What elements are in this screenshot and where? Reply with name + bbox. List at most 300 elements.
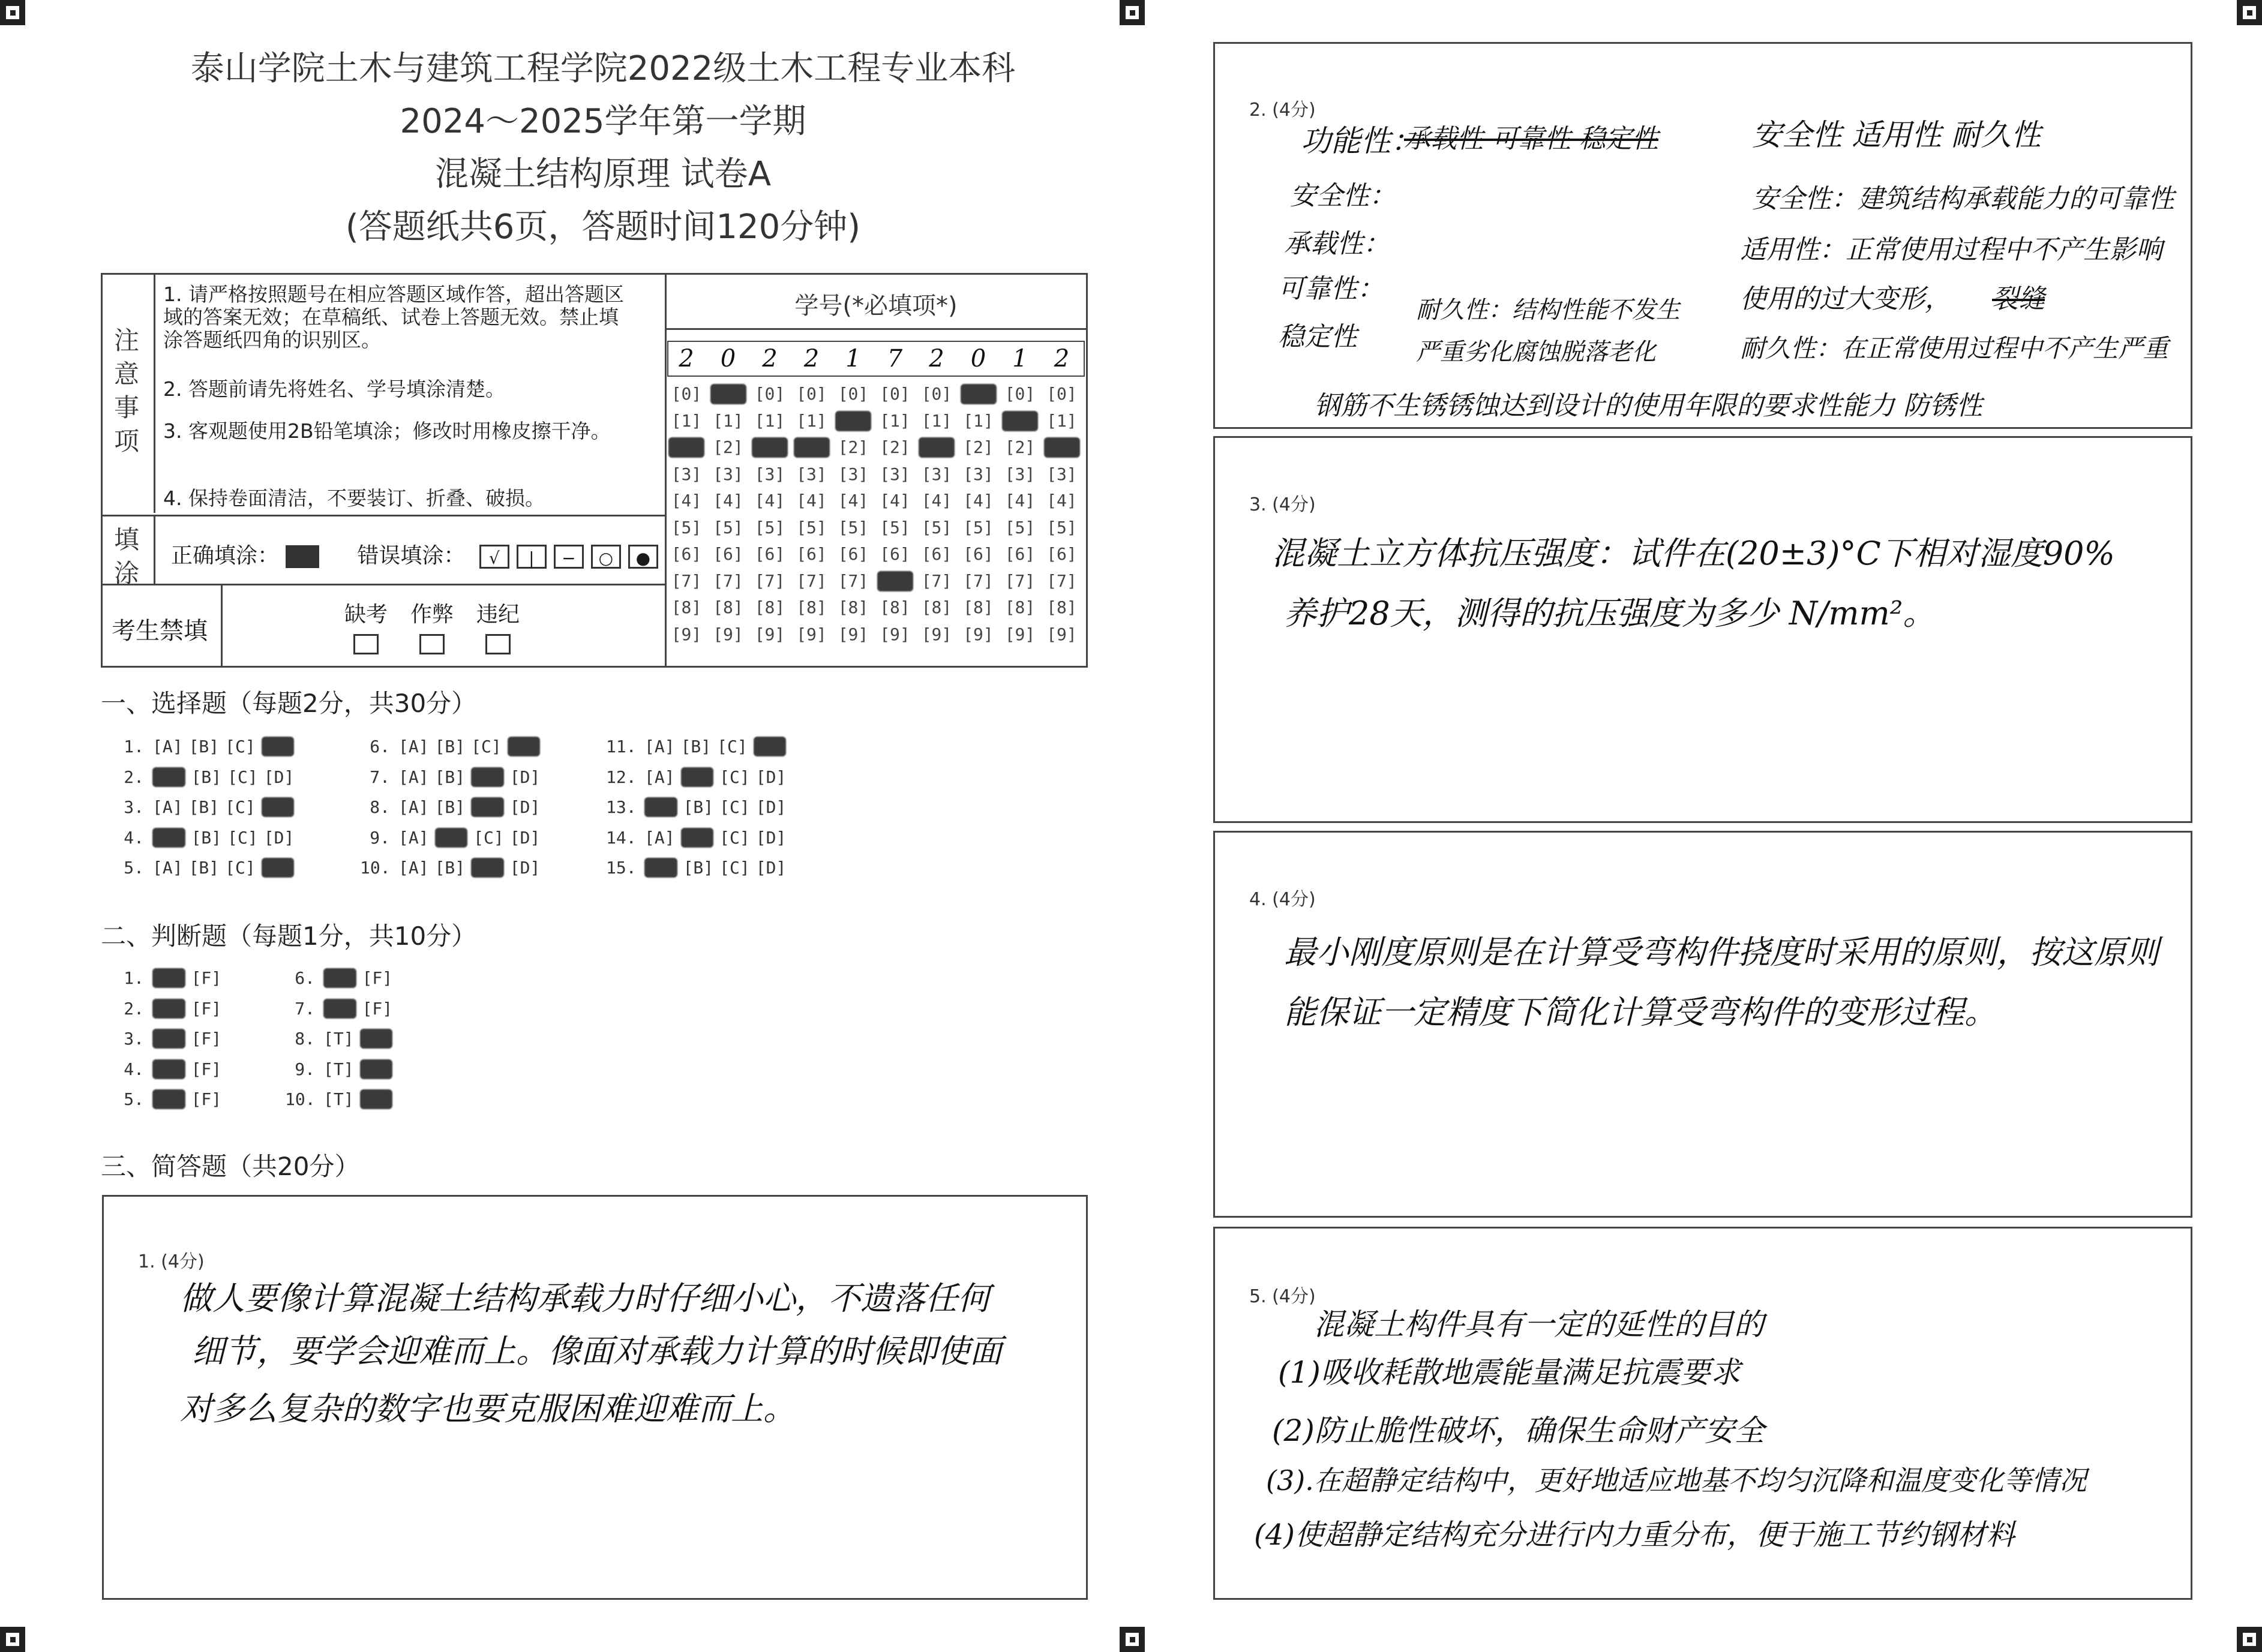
student-id-bubble[interactable]: [8] xyxy=(754,597,785,617)
mc-option-bubble[interactable]: [A] xyxy=(398,767,429,787)
mc-option-bubble[interactable]: [A] xyxy=(644,827,675,848)
mc-question-row xyxy=(114,767,300,787)
forbidden-violation-label: 违纪 xyxy=(476,602,520,627)
mc-option-bubble[interactable]: [C] xyxy=(227,767,258,787)
mc-option-bubble[interactable]: [C] xyxy=(225,858,256,878)
mc-question-row xyxy=(114,797,300,817)
student-id-bubble[interactable]: [7] xyxy=(713,570,743,591)
mc-question-row xyxy=(114,828,300,848)
mc-option-bubble[interactable]: [D] xyxy=(754,737,785,756)
tf-option-bubble[interactable]: [F] xyxy=(361,1089,392,1109)
student-id-bubble[interactable]: [4] xyxy=(1004,491,1036,510)
mc-option-bubble[interactable]: [A] xyxy=(644,737,675,756)
mc-option-bubble[interactable]: [A] xyxy=(398,827,429,848)
tf-option-bubble[interactable]: [F] xyxy=(191,1089,222,1109)
tf-option-bubble[interactable]: [F] xyxy=(361,1059,392,1079)
corner-mark-bottom-right xyxy=(2237,1627,2262,1652)
student-id-bubble[interactable]: [3] xyxy=(671,464,702,484)
q1-label: 1. (4分) xyxy=(138,1251,205,1272)
student-id-bubble[interactable]: [2] xyxy=(880,437,910,457)
student-id-bubble[interactable]: [0] xyxy=(671,384,702,404)
mc-question-row xyxy=(606,858,792,878)
mc-option-bubble[interactable]: [B] xyxy=(188,737,220,756)
mc-option-bubble[interactable]: [D] xyxy=(509,827,541,848)
student-id-bubble[interactable]: [1] xyxy=(796,410,827,431)
mc-option-bubble[interactable]: [A] xyxy=(398,737,429,756)
student-id-bubble[interactable]: [0] xyxy=(1046,384,1077,404)
student-id-bubble[interactable]: [9] xyxy=(838,624,869,644)
tf-option-bubble[interactable]: [F] xyxy=(362,998,393,1019)
student-id-bubble[interactable]: [3] xyxy=(1046,464,1077,484)
tf-question-number: 5. xyxy=(124,1089,144,1109)
mc-option-bubble[interactable]: [C] xyxy=(719,827,750,848)
student-id-bubble[interactable]: [0] xyxy=(710,384,746,404)
student-id-bubble[interactable]: [0] xyxy=(921,384,952,404)
student-id-bubble[interactable]: [7] xyxy=(754,570,785,591)
mc-option-bubble[interactable]: [C] xyxy=(472,858,503,878)
student-id-bubble[interactable]: [4] xyxy=(713,491,743,510)
student-id-bubble[interactable]: [5] xyxy=(880,517,910,537)
student-id-bubble[interactable]: [3] xyxy=(713,464,743,484)
mc-option-bubble[interactable]: [A] xyxy=(644,767,675,787)
student-id-bubble[interactable]: [7] xyxy=(671,570,702,591)
student-id-bubble[interactable]: [4] xyxy=(671,491,702,510)
mc-question-number: 2. xyxy=(124,767,144,787)
student-id-bubble[interactable]: [6] xyxy=(963,544,994,564)
q3-answer-line1: 混凝土立方体抗压强度：试件在(20±3)°C下相对湿度90% xyxy=(1272,534,2115,572)
mc-option-bubble[interactable]: [C] xyxy=(719,767,750,787)
mc-question-row xyxy=(360,858,546,878)
forbidden-cheat-label: 作弊 xyxy=(410,602,454,627)
student-id-digit: 1 xyxy=(845,345,861,373)
student-id-digit: 0 xyxy=(720,345,736,373)
student-id-bubble[interactable]: [3] xyxy=(754,464,785,484)
mc-question-number: 11. xyxy=(606,737,637,756)
student-id-bubble[interactable]: [3] xyxy=(838,464,869,484)
tf-question-row xyxy=(114,1059,227,1079)
q1-answer-line1: 做人要像计算混凝土结构承载力时仔细小心，不遗落任何 xyxy=(180,1279,990,1317)
student-id-bubble[interactable]: [8] xyxy=(671,597,702,617)
q2-mid-line2: 严重劣化腐蚀脱落老化 xyxy=(1416,338,1656,366)
mc-question-number: 1. xyxy=(124,737,144,756)
wrong-fill-label: 错误填涂： xyxy=(357,543,466,568)
wrong-mark-circle: ○ xyxy=(591,545,621,569)
student-id-bubble[interactable]: [4] xyxy=(754,491,785,510)
student-id-bubble[interactable]: [3] xyxy=(921,464,952,484)
student-id-bubble[interactable]: [2] xyxy=(919,437,955,458)
tf-question-number: 6. xyxy=(295,968,315,988)
forbidden-label: 考生禁填 xyxy=(112,617,208,645)
student-id-bubble[interactable]: [7] xyxy=(877,571,913,591)
tf-question-row xyxy=(285,968,398,988)
student-id-bubble[interactable]: [5] xyxy=(921,517,952,537)
q2-right-line2: 适用性：正常使用过程中不产生影响 xyxy=(1740,235,2162,265)
student-id-bubble[interactable]: [8] xyxy=(921,597,952,617)
correct-fill-example xyxy=(286,545,319,568)
mc-option-bubble[interactable]: [D] xyxy=(755,827,787,848)
mc-question-row xyxy=(360,767,546,787)
mc-question-number: 5. xyxy=(124,858,144,878)
tf-question-row xyxy=(285,999,398,1019)
student-id-digit: 1 xyxy=(1012,345,1028,373)
mc-question-row xyxy=(606,797,792,817)
wrong-mark-dot: ● xyxy=(628,545,658,569)
student-id-bubble[interactable]: [4] xyxy=(921,491,952,510)
divider-fill-forbidden xyxy=(101,584,666,585)
forbidden-violation-box[interactable] xyxy=(485,634,511,654)
student-id-bubble[interactable]: [8] xyxy=(963,597,994,617)
tf-option-bubble[interactable]: [T] xyxy=(154,1029,184,1049)
student-id-digit: 2 xyxy=(803,345,820,373)
student-id-bubble[interactable]: [8] xyxy=(1004,597,1036,617)
student-id-title: 学号(*必填项*) xyxy=(794,292,958,320)
student-id-bubble[interactable]: [4] xyxy=(796,491,827,510)
mc-option-bubble[interactable]: [A] xyxy=(646,797,676,817)
student-id-digit: 0 xyxy=(970,345,986,373)
mc-option-bubble[interactable]: [B] xyxy=(436,827,467,848)
student-id-bubble[interactable]: [9] xyxy=(1046,624,1077,644)
student-id-bubble[interactable]: [0] xyxy=(754,384,785,404)
divider-fill-label xyxy=(154,515,155,584)
fill-examples xyxy=(171,539,658,569)
q5-answer-line1: (1)吸收耗散地震能量满足抗震要求 xyxy=(1278,1355,1741,1390)
fill-label: 填 涂 xyxy=(113,525,139,588)
tf-option-bubble[interactable]: [T] xyxy=(154,1059,184,1079)
tf-question-number: 10. xyxy=(285,1089,316,1109)
student-id-bubble[interactable]: [0] xyxy=(880,384,910,404)
student-id-bubble[interactable]: [1] xyxy=(754,410,785,431)
tf-option-bubble[interactable]: [F] xyxy=(191,998,222,1019)
student-id-bubble[interactable]: [8] xyxy=(838,597,869,617)
q2-term-safety: 安全性： xyxy=(1290,181,1396,211)
student-id-bubble[interactable]: [1] xyxy=(963,410,994,431)
student-id-bubble[interactable]: [9] xyxy=(796,624,827,644)
mc-option-bubble[interactable]: [C] xyxy=(471,737,502,756)
mc-option-bubble[interactable]: [A] xyxy=(154,827,184,848)
student-id-bubble[interactable]: [6] xyxy=(838,544,869,564)
tf-question-row xyxy=(114,999,227,1019)
tf-option-bubble[interactable]: [T] xyxy=(325,968,355,988)
notice-item-2: 2. 答题前请先将姓名、学号填涂清楚。 xyxy=(163,377,505,401)
student-id-bubble[interactable]: [9] xyxy=(671,624,702,644)
q5-answer-line0: 混凝土构件具有一定的延性的目的 xyxy=(1314,1307,1764,1342)
mc-option-bubble[interactable]: [D] xyxy=(509,767,541,787)
tf-question-row xyxy=(285,1029,398,1049)
student-id-bubble[interactable]: [8] xyxy=(1046,597,1077,617)
student-id-bubble[interactable]: [8] xyxy=(796,597,827,617)
q1-answer-line3: 对多么复杂的数字也要克服困难迎难而上。 xyxy=(180,1390,796,1428)
mc-option-bubble[interactable]: [B] xyxy=(434,858,466,878)
tf-option-bubble[interactable]: [T] xyxy=(325,998,355,1019)
mc-option-bubble[interactable]: [C] xyxy=(225,797,256,817)
mc-option-bubble[interactable]: [D] xyxy=(755,767,787,787)
student-id-bubble[interactable]: [6] xyxy=(713,544,743,564)
tf-option-bubble[interactable]: [T] xyxy=(154,998,184,1019)
student-id-bubble[interactable]: [4] xyxy=(963,491,994,510)
student-id-bubble[interactable]: [5] xyxy=(713,517,743,537)
student-id-bubble[interactable]: [1] xyxy=(921,410,952,431)
student-id-bubble[interactable]: [4] xyxy=(1046,491,1077,510)
q2-term-reliability: 可靠性： xyxy=(1278,274,1384,304)
correct-fill-label: 正确填涂： xyxy=(171,543,280,568)
student-id-bubble[interactable]: [5] xyxy=(838,517,869,537)
student-id-bubble[interactable]: [9] xyxy=(1004,624,1036,644)
q5-answer-line4: (4)使超静定结构充分进行内力重分布，便于施工节约钢材料 xyxy=(1254,1518,2015,1552)
student-id-digit: 2 xyxy=(679,345,694,373)
student-id-bubble[interactable]: [2] xyxy=(1044,437,1080,458)
q5-answer-line2: (2)防止脆性破坏，确保生命财产安全 xyxy=(1272,1413,1765,1448)
mc-option-bubble[interactable]: [B] xyxy=(188,858,220,878)
student-id-bubble[interactable]: [5] xyxy=(1004,517,1036,537)
tf-question-number: 7. xyxy=(295,998,315,1019)
mc-option-bubble[interactable]: [B] xyxy=(683,858,714,878)
mc-question-number: 13. xyxy=(606,797,637,817)
mc-option-bubble[interactable]: [A] xyxy=(154,767,184,787)
student-id-bubble[interactable]: [9] xyxy=(921,624,952,644)
student-id-bubble[interactable]: [4] xyxy=(880,491,910,510)
student-id-bubble[interactable]: [0] xyxy=(796,384,827,404)
mc-option-bubble[interactable]: [C] xyxy=(227,827,258,848)
q4-answer-line1: 最小刚度原则是在计算受弯构件挠度时采用的原则，按这原则 xyxy=(1284,933,2159,971)
forbidden-absent-label: 缺考 xyxy=(344,602,388,627)
tf-question-number: 3. xyxy=(124,1029,144,1049)
student-id-bubble[interactable]: [2] xyxy=(963,437,994,457)
student-id-bubble[interactable]: [0] xyxy=(961,384,997,404)
mc-question-number: 10. xyxy=(360,858,391,878)
student-id-bubble[interactable]: [0] xyxy=(838,384,869,404)
student-id-bubble[interactable]: [5] xyxy=(963,517,994,537)
tf-question-row xyxy=(114,1089,227,1109)
mc-option-bubble[interactable]: [D] xyxy=(755,858,787,878)
q2-mid-line1: 耐久性：结构性能不发生 xyxy=(1416,296,1680,324)
divider-notice-id xyxy=(665,273,667,668)
student-id-bubble[interactable]: [3] xyxy=(1004,464,1036,484)
student-id-bubble[interactable]: [5] xyxy=(1046,517,1077,537)
student-id-bubble[interactable]: [0] xyxy=(1004,384,1036,404)
notice-item-3: 3. 客观题使用2B铅笔填涂；修改时用橡皮擦干净。 xyxy=(163,419,611,443)
mc-option-bubble[interactable]: [B] xyxy=(191,827,222,848)
mc-option-bubble[interactable]: [D] xyxy=(262,858,293,878)
section1-title: 一、选择题（每题2分，共30分） xyxy=(101,689,477,718)
student-id-bubble[interactable]: [3] xyxy=(963,464,994,484)
student-id-bubble[interactable]: [4] xyxy=(838,491,869,510)
tf-option-bubble[interactable]: [T] xyxy=(154,968,184,988)
mc-question-number: 3. xyxy=(124,797,144,817)
q2-term-stability: 稳定性 xyxy=(1278,322,1357,352)
student-id-bubble[interactable]: [6] xyxy=(1046,544,1077,564)
mc-question-row xyxy=(114,858,300,878)
q4-answer-line2: 能保证一定精度下简化计算受弯构件的变形过程。 xyxy=(1284,993,1997,1031)
mc-option-bubble[interactable]: [A] xyxy=(152,858,183,878)
tf-option-bubble[interactable]: [T] xyxy=(323,1029,354,1049)
mc-option-bubble[interactable]: [D] xyxy=(262,737,293,756)
student-id-bubble[interactable]: [9] xyxy=(963,624,994,644)
mc-option-bubble[interactable]: [C] xyxy=(225,737,256,756)
student-id-bubble[interactable]: [1] xyxy=(671,410,702,431)
corner-mark-top-middle xyxy=(1120,0,1145,25)
mc-question-row xyxy=(606,767,792,787)
mc-option-bubble[interactable]: [B] xyxy=(188,797,220,817)
mc-question-number: 14. xyxy=(606,827,637,848)
student-id-title-line xyxy=(666,328,1088,330)
mc-option-bubble[interactable]: [C] xyxy=(472,767,503,787)
mc-option-bubble[interactable]: [A] xyxy=(152,737,183,756)
student-id-bubble[interactable]: [7] xyxy=(921,570,952,591)
mc-question-number: 12. xyxy=(606,767,637,787)
mc-option-bubble[interactable]: [D] xyxy=(263,767,295,787)
tf-option-bubble[interactable]: [F] xyxy=(191,968,222,988)
student-id-bubble[interactable]: [7] xyxy=(963,570,994,591)
student-id-bubble[interactable]: [9] xyxy=(754,624,785,644)
exam-header-line3: 混凝土结构原理 试卷A xyxy=(434,155,772,194)
student-id-bubble[interactable]: [1] xyxy=(880,410,910,431)
mc-option-bubble[interactable]: [B] xyxy=(680,737,712,756)
mc-question-number: 7. xyxy=(370,767,390,787)
mc-question-number: 9. xyxy=(370,827,390,848)
q2-label: 2. (4分) xyxy=(1249,100,1316,121)
tf-question-number: 4. xyxy=(124,1059,144,1079)
notice-item-1: 1. 请严格按照题号在相应答题区域作答，超出答题区域的答案无效；在草稿纸、试卷上答题无效。禁止填涂答题纸四角的识别区。 xyxy=(163,283,624,352)
mc-option-bubble[interactable]: [D] xyxy=(508,737,539,756)
mc-option-bubble[interactable]: [A] xyxy=(398,858,429,878)
student-id-bubble[interactable]: [1] xyxy=(713,410,743,431)
tf-option-bubble[interactable]: [F] xyxy=(362,968,393,988)
section2-title: 二、判断题（每题1分，共10分） xyxy=(101,921,477,951)
student-id-bubble[interactable]: [3] xyxy=(796,464,827,484)
student-id-bubble[interactable]: [6] xyxy=(796,544,827,564)
tf-option-bubble[interactable]: [F] xyxy=(191,1059,222,1079)
mc-option-bubble[interactable]: [B] xyxy=(682,767,713,787)
forbidden-cheat-box[interactable] xyxy=(419,634,445,654)
student-id-digit: 7 xyxy=(887,345,903,373)
student-id-bubble[interactable]: [1] xyxy=(1046,410,1077,431)
mc-question-row xyxy=(360,737,546,756)
student-id-bubble[interactable]: [2] xyxy=(838,437,869,457)
student-id-bubble[interactable]: [2] xyxy=(1004,437,1036,457)
student-id-bubble[interactable]: [5] xyxy=(671,517,702,537)
mc-option-bubble[interactable]: [B] xyxy=(434,737,466,756)
q3-answer-line2: 养护28天，测得的抗压强度为多少 N/mm²。 xyxy=(1284,594,1936,632)
tf-question-row xyxy=(114,1029,227,1049)
mc-option-bubble[interactable]: [A] xyxy=(152,797,183,817)
student-id-bubble[interactable]: [5] xyxy=(754,517,785,537)
tf-question-number: 1. xyxy=(124,968,144,988)
mc-option-bubble[interactable]: [D] xyxy=(755,797,787,817)
student-id-bubble[interactable]: [2] xyxy=(668,437,704,458)
mc-option-bubble[interactable]: [C] xyxy=(719,797,750,817)
q2-line1-right: 安全性 适用性 耐久性 xyxy=(1752,118,2041,152)
divider-notice-label xyxy=(154,273,155,513)
q2-line1-left: 功能性： xyxy=(1301,124,1421,158)
student-id-bubble[interactable]: [6] xyxy=(880,544,910,564)
student-id-digit: 2 xyxy=(762,345,778,373)
tf-option-bubble[interactable]: [F] xyxy=(191,1029,222,1049)
mc-option-bubble[interactable]: [D] xyxy=(262,797,293,817)
student-id-bubble[interactable]: [7] xyxy=(796,570,827,591)
mc-question-row xyxy=(360,797,546,817)
mc-option-bubble[interactable]: [B] xyxy=(434,767,466,787)
student-id-bubble[interactable]: [2] xyxy=(794,437,830,458)
student-id-bubble[interactable]: [6] xyxy=(921,544,952,564)
student-id-bubble[interactable]: [6] xyxy=(754,544,785,564)
student-id-bubble[interactable]: [8] xyxy=(713,597,743,617)
tf-option-bubble[interactable]: [T] xyxy=(323,1089,354,1109)
q2-right-line3-struck: 裂缝 xyxy=(1992,284,2045,314)
mc-option-bubble[interactable]: [B] xyxy=(682,827,713,848)
q2-right-line3: 使用的过大变形， xyxy=(1740,284,1951,314)
student-id-bubble[interactable]: [7] xyxy=(1004,570,1036,591)
student-id-bubble[interactable]: [9] xyxy=(880,624,910,644)
mc-option-bubble[interactable]: [A] xyxy=(398,797,429,817)
notice-item-4: 4. 保持卷面清洁，不要装订、折叠、破损。 xyxy=(163,486,545,510)
student-id-bubble[interactable]: [5] xyxy=(796,517,827,537)
wrong-mark-dash: − xyxy=(554,545,584,569)
mc-question-number: 8. xyxy=(370,797,390,817)
mc-option-bubble[interactable]: [B] xyxy=(434,797,466,817)
mc-option-bubble[interactable]: [C] xyxy=(472,797,503,817)
mc-option-bubble[interactable]: [A] xyxy=(646,858,676,878)
tf-option-bubble[interactable]: [F] xyxy=(361,1029,392,1049)
student-id-bubble[interactable]: [6] xyxy=(671,544,702,564)
corner-mark-bottom-middle xyxy=(1120,1627,1145,1652)
student-id-bubble[interactable]: [6] xyxy=(1004,544,1036,564)
tf-option-bubble[interactable]: [T] xyxy=(323,1059,354,1079)
mc-option-bubble[interactable]: [C] xyxy=(717,737,748,756)
q2-term-capacity: 承载性： xyxy=(1284,229,1390,259)
mc-option-bubble[interactable]: [C] xyxy=(719,858,750,878)
q2-right-line4: 耐久性：在正常使用过程中不产生严重 xyxy=(1740,334,2169,363)
q2-line1-struck: 承载性 可靠性 稳定性 xyxy=(1404,124,1658,154)
student-id-bubble[interactable]: [9] xyxy=(713,624,743,644)
student-id-bubble[interactable]: [7] xyxy=(838,570,869,591)
mc-question-row xyxy=(114,737,300,756)
tf-question-row xyxy=(285,1089,398,1109)
tf-question-row xyxy=(114,968,227,988)
corner-mark-top-right xyxy=(2237,0,2262,25)
mc-option-bubble[interactable]: [B] xyxy=(191,767,222,787)
mc-question-number: 6. xyxy=(370,737,390,756)
forbidden-absent-box[interactable] xyxy=(353,634,379,654)
section3-title: 三、简答题（共20分） xyxy=(101,1152,360,1181)
student-id-bubble[interactable]: [1] xyxy=(1002,411,1038,431)
student-id-digit: 2 xyxy=(929,345,944,373)
student-id-bubble[interactable]: [2] xyxy=(713,437,743,457)
student-id-digit: 2 xyxy=(1054,345,1070,373)
student-id-bubble[interactable]: [1] xyxy=(835,411,871,431)
mc-question-number: 15. xyxy=(606,858,637,878)
student-id-bubble[interactable]: [3] xyxy=(880,464,910,484)
mc-option-bubble[interactable]: [B] xyxy=(683,797,714,817)
q2-bottom-line: 钢筋不生锈锈蚀达到设计的使用年限的要求性能力 防锈性 xyxy=(1314,391,1982,421)
mc-option-bubble[interactable]: [D] xyxy=(509,858,541,878)
exam-header-line4: (答题纸共6页，答题时间120分钟) xyxy=(345,208,861,247)
corner-mark-top-left xyxy=(0,0,25,25)
notice-label: 注 意 事 项 xyxy=(113,326,139,456)
mc-option-bubble[interactable]: [D] xyxy=(509,797,541,817)
student-id-bubble[interactable]: [8] xyxy=(880,597,910,617)
student-id-bubble[interactable]: [2] xyxy=(752,437,788,458)
mc-option-bubble[interactable]: [D] xyxy=(263,827,295,848)
mc-question-row xyxy=(360,828,546,848)
student-id-bubble[interactable]: [7] xyxy=(1046,570,1077,591)
mc-option-bubble[interactable]: [C] xyxy=(473,827,504,848)
tf-question-number: 9. xyxy=(295,1059,315,1079)
q1-answer-line2: 细节，要学会迎难而上。像面对承载力计算的时候即使面 xyxy=(192,1332,1002,1370)
q2-right-line1: 安全性：建筑结构承载能力的可靠性 xyxy=(1752,184,2174,214)
tf-question-row xyxy=(285,1059,398,1079)
tf-option-bubble[interactable]: [T] xyxy=(154,1089,184,1109)
corner-mark-bottom-left xyxy=(0,1627,25,1652)
